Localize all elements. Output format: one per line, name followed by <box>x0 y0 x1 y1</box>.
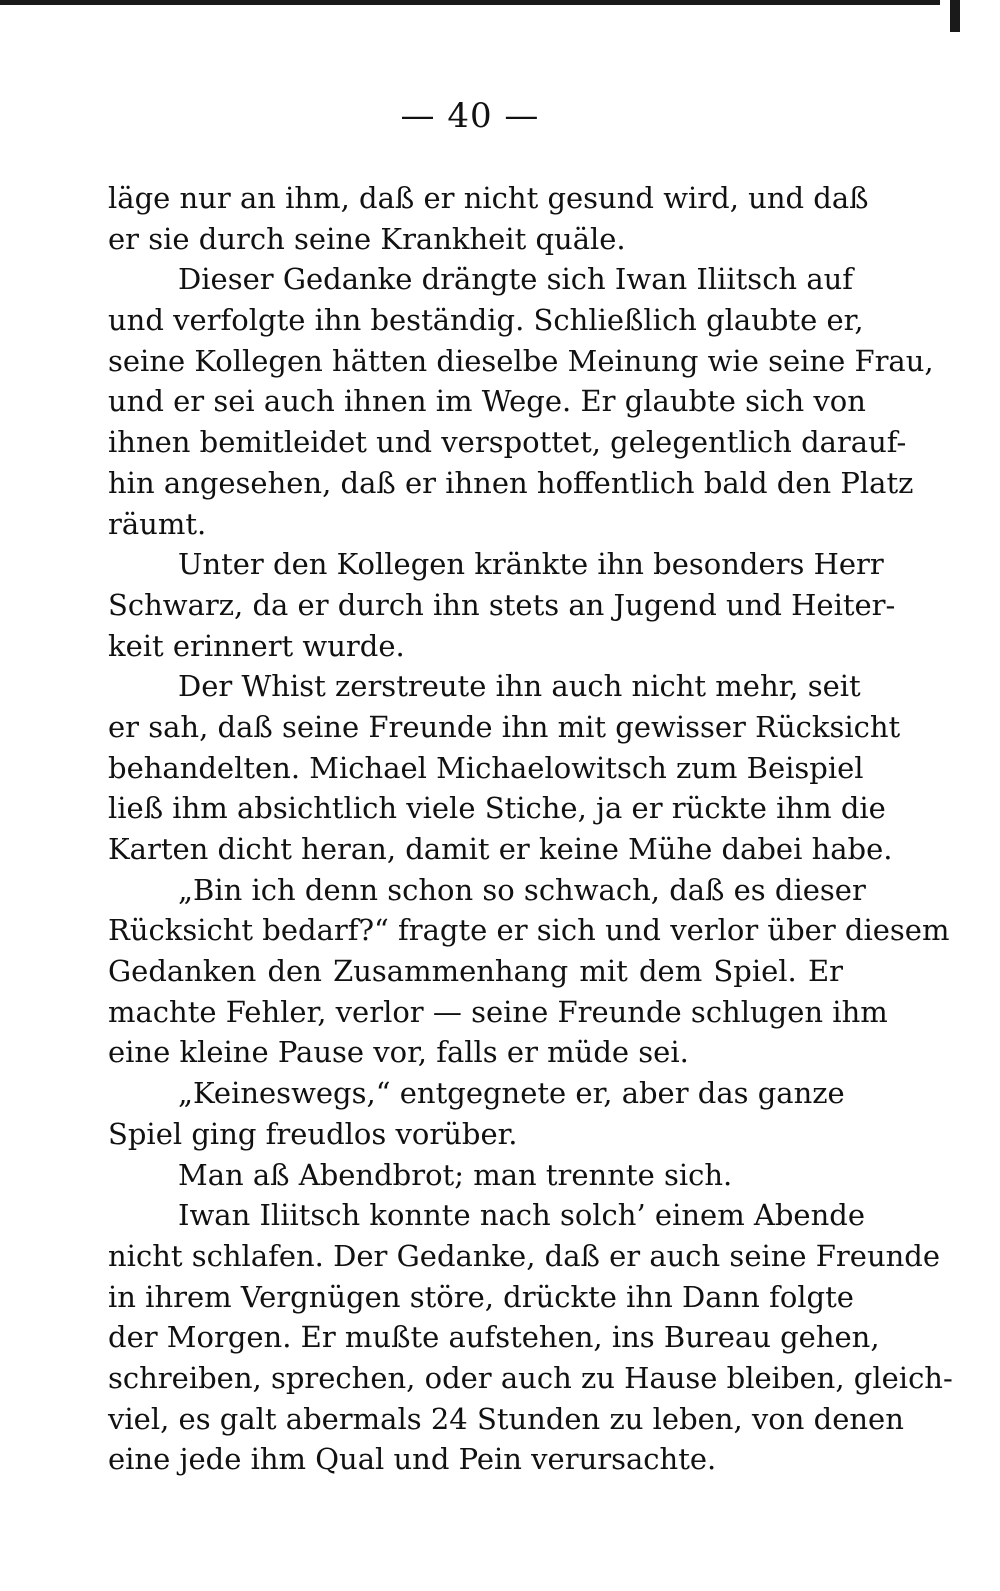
text-line: Unter den Kollegen kränkte ihn besonders Herr <box>178 547 884 582</box>
text-line: ließ ihm absichtlich viele Stiche, ja er rückte ihm die <box>108 791 886 826</box>
text-line: und verfolgte ihn beständig. Schließlich glaubte er, <box>108 303 864 338</box>
text-line: Man aß Abendbrot; man trennte sich. <box>178 1157 733 1192</box>
text-line: Schwarz, da er durch ihn stets an Jugend und Heiter- <box>108 587 896 622</box>
top-border-rule <box>0 0 940 5</box>
page-number: — 40 — <box>400 96 540 136</box>
text-line: und er sei auch ihnen im Wege. Er glaubte sich von <box>108 384 866 419</box>
text-line: seine Kollegen hätten dieselbe Meinung wie seine Frau, <box>108 343 934 378</box>
text-line: behandelten. Michael Michaelowitsch zum Beispiel <box>108 750 864 785</box>
text-line: hin angesehen, daß er ihnen hoffentlich bald den Platz <box>108 465 914 500</box>
text-line: eine jede ihm Qual und Pein verursachte. <box>108 1442 717 1477</box>
text-line: Rücksicht bedarf?“ fragte er sich und verlor über diesem <box>108 913 950 948</box>
text-line: schreiben, sprechen, oder auch zu Hause bleiben, gleich- <box>108 1360 953 1395</box>
text-line: „Bin ich denn schon so schwach, daß es dieser <box>178 872 866 907</box>
text-line: er sah, daß seine Freunde ihn mit gewisser Rücksicht <box>108 709 901 744</box>
text-line: keit erinnert wurde. <box>108 628 405 663</box>
text-line: Spiel ging freudlos vorüber. <box>108 1116 518 1151</box>
text-line: machte Fehler, verlor — seine Freunde schlugen ihm <box>108 994 888 1029</box>
text-line: der Morgen. Er mußte aufstehen, ins Bureau gehen, <box>108 1320 880 1355</box>
text-line: Karten dicht heran, damit er keine Mühe dabei habe. <box>108 832 893 866</box>
right-edge-mark <box>950 0 960 32</box>
text-line: Iwan Iliitsch konnte nach solch’ einem Abende <box>178 1198 865 1233</box>
text-line: ihnen bemitleidet und verspottet, gelegentlich darauf- <box>108 425 907 460</box>
text-line: er sie durch seine Krankheit quäle. <box>108 221 626 256</box>
text-line: Der Whist zerstreute ihn auch nicht mehr, seit <box>178 669 861 704</box>
text-line: nicht schlafen. Der Gedanke, daß er auch seine Freunde <box>108 1238 941 1273</box>
text-line: räumt. <box>108 506 207 541</box>
text-line: Dieser Gedanke drängte sich Iwan Iliitsch auf <box>178 262 854 297</box>
text-line: Gedanken den Zusammenhang mit dem Spiel. Er <box>108 954 843 989</box>
text-line: „Keineswegs,“ entgegnete er, aber das ganze <box>178 1076 845 1111</box>
body-text <box>108 178 953 1480</box>
text-line: viel, es galt abermals 24 Stunden zu leben, von denen <box>108 1401 904 1436</box>
text-line: in ihrem Vergnügen störe, drückte ihn Dann folgte <box>108 1279 854 1314</box>
text-line: läge nur an ihm, daß er nicht gesund wird, und daß <box>108 181 869 215</box>
text-line: eine kleine Pause vor, falls er müde sei. <box>108 1035 689 1070</box>
